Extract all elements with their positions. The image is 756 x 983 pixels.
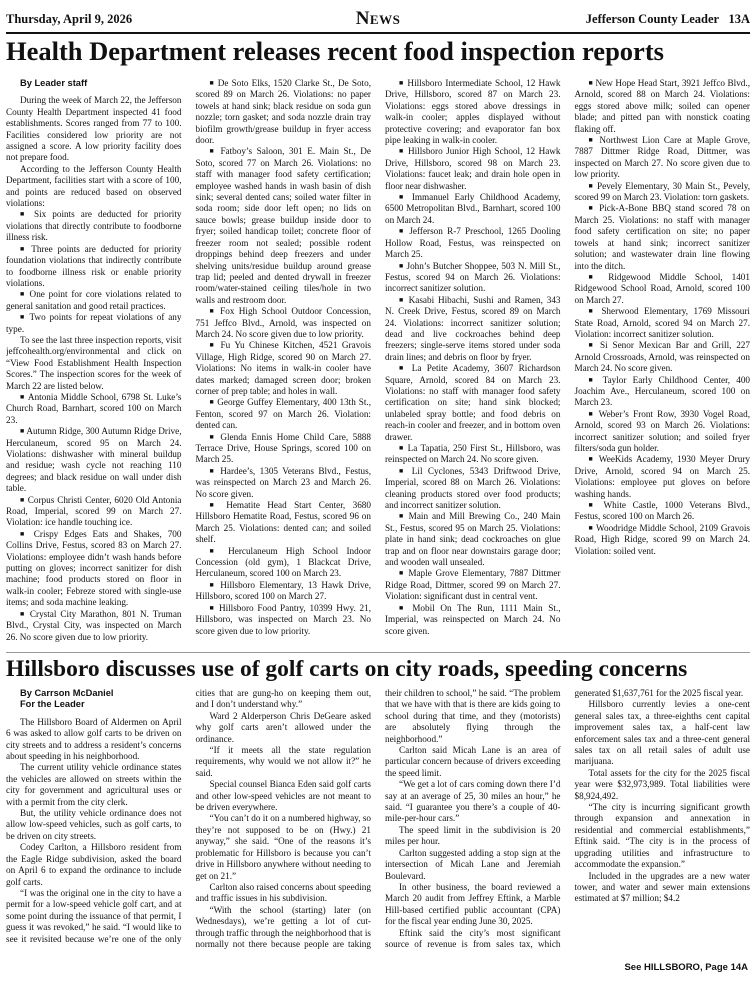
bullet-square-icon: ■ [20, 244, 27, 253]
folio-rule [6, 32, 750, 34]
bullet-square-icon: ■ [588, 79, 593, 87]
bullet-square-icon: ■ [588, 409, 595, 418]
article2-paragraph: The speed limit in the subdivision is 20 miles per hour. [385, 824, 561, 847]
article1-paragraph: ■ New Hope Head Start, 3921 Jeffco Blvd., Arnold, scored 88 on March 24. Violations: eggs stored above milk; soiled can opener blade; and pitted pan with nonstick coating flaking off. [574, 78, 750, 134]
article1-paragraph: ■ La Petite Academy, 3607 Richardson Square, Arnold, scored 84 on March 23. Violations: no staff with manager food safety certification on site; hand sink blocked; unlabeled spray bottle; and food debris on reach-in cooler and freezer, and in bottom oven drawer. [385, 363, 561, 442]
article2-headline: Hillsboro discusses use of golf carts on city roads, speeding concerns [6, 656, 688, 682]
article1-paragraph: ■ Fu Yu Chinese Kitchen, 4521 Gravois Village, High Ridge, scored 90 on March 27. Violations: No items in walk-in cooler have dates marked; damaged screen door; broken corner of prep table; and holes in wall. [195, 340, 372, 396]
article1-paragraph: ■ Pick-A-Bone BBQ stand scored 78 on March 25. Violations: no staff with manager food safety certification on site; no paper towels at hand sink; incorrect sanitizer solution; and wastewater drain line flowing into the ditch. [574, 203, 750, 271]
bullet-square-icon: ■ [399, 147, 405, 156]
bullet-square-icon: ■ [588, 455, 595, 464]
article1-paragraph: ■ Kasabi Hibachi, Sushi and Ramen, 343 N. Creek Drive, Festus, scored 89 on March 24. Violations: incorrect sanitizer solution; dead and live cockroaches behind deep freezers; single-serve items stored under soda drain lines; and debris on floor by fryer. [385, 294, 561, 362]
article1-paragraph: ■ John’s Butcher Shoppee, 503 N. Mill St., Festus, scored 94 on March 26. Violations: incorrect sanitizer solution. [385, 260, 561, 294]
bullet-square-icon: ■ [588, 523, 594, 532]
article1-paragraph: ■ De Soto Elks, 1520 Clarke St., De Soto, scored 89 on March 26. Violations: no paper towels at hand sink; black residue on soda gun nozzle; torn gasket; and soda nozzle drain tray biofilm growth/grease buildup in fryer access door. [195, 78, 371, 146]
article2-paragraph: “The city is incurring significant growth through expansion and annexation in residential and commercial establishments,” Eftink said. “The city is in the process of upgrading utilities and infrastructure to accommodate the expansion.” [574, 802, 750, 870]
bullet-square-icon: ■ [20, 392, 26, 401]
article1-paragraph: ■ Hillsboro Junior High School, 12 Hawk Drive, Hillsboro, scored 98 on March 23. Violations: faucet leak; and drain hole open in floor near dishwasher. [385, 146, 561, 191]
bullet-square-icon: ■ [209, 580, 216, 589]
bullet-square-icon: ■ [399, 569, 405, 578]
bullet-square-icon: ■ [588, 204, 595, 213]
article2-paragraph: Carlton suggested adding a stop sign at the intersection of Micah Lane and Jeremiah Boulevard. [385, 847, 561, 881]
article1-paragraph: ■ Sherwood Elementary, 1769 Missouri State Road, Arnold, scored 94 on March 27. Violation: incorrect sanitizer solution. [574, 306, 750, 339]
article1-paragraph: ■ Crystal City Marathon, 801 N. Truman Blvd., Crystal City, was inspected on March 26. No score given due to low priority. [6, 608, 182, 642]
article1-paragraph: ■ Three points are deducted for priority foundation violations that indirectly contribute to foodborne illness risk or enable priority violations. [6, 243, 182, 288]
bullet-square-icon: ■ [588, 341, 596, 350]
article1-paragraph: ■ Glenda Ennis Home Child Care, 5888 Terrace Drive, House Springs, scored 100 on March 25. [195, 431, 371, 465]
article1-body [6, 78, 750, 654]
bullet-square-icon: ■ [588, 501, 598, 510]
article1-paragraph: ■ Si Senor Mexican Bar and Grill, 227 Arnold Crossroads, Arnold, was reinspected on March 24. No score given. [574, 340, 750, 374]
article1-paragraph: ■ Fox High School Outdoor Concession, 751 Jeffco Blvd., Arnold, was inspected on March 24. No score given due to low priority. [195, 306, 371, 339]
paper-name-page [586, 12, 750, 27]
bullet-square-icon: ■ [399, 261, 404, 270]
article1-paragraph: ■ White Castle, 1000 Veterans Blvd., Festus, scored 100 on March 26. [574, 500, 750, 522]
article1-paragraph: ■ Mobil On The Run, 1111 Main St., Imperial, was reinspected on March 24. No score given. [385, 602, 561, 636]
article2-paragraph: The current utility vehicle ordinance states the vehicles are allowed on streets within the city for government and agricultural uses or with a permit from the city clerk. [6, 762, 182, 807]
bullet-square-icon: ■ [399, 227, 406, 236]
bullet-square-icon: ■ [399, 295, 405, 304]
bullet-square-icon: ■ [209, 603, 216, 612]
article1-paragraph: ■ Crispy Edges Eats and Shakes, 700 Collins Drive, Festus, scored 83 on March 27. Violations: employee didn’t wash hands before putting on gloves; incorrect sanitizer for dish machine; food products stored on floor in walk-in cooler; Febreze stored with single-use items; and soda machine leaking. [6, 528, 182, 608]
article1-paragraph: To see the last three inspection reports, visit jeffcohealth.org/environmental and click on “View Food Establishment Health Inspection Scores.” The inspection scores for the week of March 22 are listed below. [6, 334, 182, 391]
article1-paragraph: ■ Hematite Head Start Center, 3680 Hillsboro Hematite Road, Festus, scored 96 on March 25. Violations: dented can; and soiled shelf. [195, 500, 371, 545]
article1-paragraph: ■ Woodridge Middle School, 2109 Gravois Road, High Ridge, scored 99 on March 24. Violation: soiled vent. [574, 522, 750, 556]
paper-name: Jefferson County Leader [585, 12, 720, 26]
article2-byline-author: By Carrson McDaniel [20, 688, 114, 698]
article1-paragraph: ■ Herculaneum High School Indoor Concession (old gym), 1 Blackcat Drive, Herculaneum, scored 100 on March 23. [195, 545, 371, 579]
article2-paragraph: The Hillsboro Board of Aldermen on April 6 was asked to allow golf carts to be driven on city streets and to address a resident’s concerns about speeding in his neighborhood. [6, 716, 182, 762]
article2-paragraph: Eftink said the city’s most significant source of revenue is from sales tax, which generated $1,637,761 for the 2025 fiscal year. [385, 688, 744, 949]
article2-paragraph: Hillsboro currently levies a one-cent general sales tax, a three-eighths cent capital improvement sales tax, a half-cent law enforcement sales tax and a three-cent general sales tax on all retail sales of adult use marijuana. [574, 699, 750, 767]
article1-paragraph: ■ Two points for repeat violations of any type. [6, 312, 182, 334]
jump-reference: See HILLSBORO, Page 14A [624, 962, 748, 973]
bullet-square-icon: ■ [588, 307, 596, 316]
article2-paragraph: “If it meets all the state regulation requirements, why would we not allow it?” he said. [195, 745, 371, 778]
bullet-square-icon: ■ [588, 136, 595, 145]
article1-byline: By Leader staff [20, 78, 88, 88]
article1-paragraph: During the week of March 22, the Jefferson County Health Department inspected 41 food establishments. Scores ranged from 77 to 100. Facilities considered low priority are not assigned a score. A low priority facility does not prepare food. [6, 95, 182, 163]
article2-paragraph: “You can’t do it on a numbered highway, so they’re not supposed to be on (Hwy.) 21 anyway,” she said. “One of the reasons it’s problematic for Hillsboro is because you can’t drive in Hillsboro anywhere without needing to get on 21.” [195, 813, 371, 881]
issue-date: Thursday, April 9, 2026 [6, 12, 133, 26]
article2-byline-org: For the Leader [20, 699, 85, 710]
article1-paragraph: ■ Immanuel Early Childhood Academy, 6500 Metropolitan Blvd., Barnhart, scored 100 on March 24. [385, 192, 561, 225]
article2-body [6, 688, 750, 956]
bullet-square-icon: ■ [588, 375, 597, 384]
article2-paragraph: Ward 2 Alderperson Chris DeGeare asked why golf carts aren’t allowed under the ordinance. [195, 710, 371, 744]
article1-paragraph: ■ Corpus Christi Center, 6020 Old Antonia Road, Imperial, scored 99 on March 27. Violation: ice handle touching ice. [6, 494, 182, 528]
article2-paragraph: “I was the original one in the city to have a permit for a low-speed vehicle golf cart, and at some point during the issuance of that permit, I guess it was revoked,” he said. “I would like to see it revisited because we’re one of the only cities that are gung-ho on keeping them out, and I don’t understand why.” [6, 688, 371, 944]
bullet-square-icon: ■ [588, 181, 594, 190]
section-name: News [355, 8, 401, 29]
bullet-square-icon: ■ [209, 546, 220, 555]
bullet-square-icon: ■ [209, 341, 216, 350]
article1-paragraph: ■ Hardee’s, 1305 Veterans Blvd., Festus, was reinspected on March 23 and March 26. No score given. [195, 465, 371, 499]
bullet-square-icon: ■ [209, 501, 219, 510]
article2-paragraph: Codey Carlton, a Hillsboro resident from the Eagle Ridge subdivision, asked the board on April 6 to expand the ordinance to include golf carts. [6, 842, 182, 887]
article1-paragraph: ■ George Guffey Elementary, 400 13th St., Fenton, scored 97 on March 26. Violation: dented can. [195, 397, 372, 431]
article1-paragraph: ■ Six points are deducted for priority violations that directly contribute to foodborne illness risk. [6, 209, 182, 243]
article2-paragraph: But, the utility vehicle ordinance does not allow low-speed vehicles, such as golf carts, to be driven on city streets. [6, 808, 182, 841]
article2-paragraph: Special counsel Bianca Eden said golf carts and other low-speed vehicles are not meant to be driven everywhere. [195, 779, 371, 813]
article1-paragraph: ■ Hillsboro Food Pantry, 10399 Hwy. 21, Hillsboro, was inspected on March 23. No score given due to low priority. [195, 602, 371, 636]
article1-paragraph: ■ Fatboy’s Saloon, 301 E. Main St., De Soto, scored 77 on March 26. Violations: no staff with manager food safety certification; employee washed hands in wash basin of dish sink; several dented cans; soiled water filter in soda room; side door left open; no lids on sauce bowls; grease buildup inside door to fryer; soiled handicap toilet; concrete floor of freezer room not sealed; possible rodent droppings behind deep freezers and under shelving units/residue buildup around grease trap lid; peeled and dented drywall in freezer room/water-stained ceiling tiles/hole in two walls and restroom door. [195, 146, 371, 305]
article1-paragraph: ■ WeeKids Academy, 1930 Meyer Drury Drive, Arnold, scored 94 on March 25. Violations: employee put gloves on before washing hands. [574, 454, 750, 499]
bullet-square-icon: ■ [20, 427, 25, 436]
article1-paragraph: ■ Northwest Lion Care at Maple Grove, 7887 Dittmer Ridge Road, Dittmer, was inspected on March 27. No score given due to low priority. [574, 135, 750, 180]
bullet-square-icon: ■ [399, 603, 407, 612]
article1-paragraph: According to the Jefferson County Health Department, facilities start with a score of 100, and points are reduced based on observed violations: [6, 163, 182, 209]
article2-paragraph: Carlton said Micah Lane is an area of particular concern because of drivers exceeding the speed limit. [385, 745, 561, 778]
article2-paragraph: “We get a lot of cars coming down there I’d say at an average of 25, 30 miles an hour,” he said. “I guarantee you there’s a couple of 40-mile-per-hour cars.” [385, 779, 561, 824]
article2-paragraph: Included in the upgrades are a new water tower, and water and sewer main extensions estimated at $7 million; $4.2 [574, 870, 750, 904]
bullet-square-icon: ■ [20, 495, 25, 504]
article2-paragraph: In other business, the board reviewed a March 20 audit from Jeffrey Eftink, a Marble Hill-based certified public accountant (CPA) for the fiscal year ending June 30, 2025. [385, 881, 561, 927]
page-number: 13A [728, 12, 750, 26]
article1-paragraph: ■ Main and Mill Brewing Co., 240 Main St., Festus, scored 95 on March 25. Violations: plate in hand sink; dead cockroaches on glue trap and on floor near downstairs garage door; and wooden wall unsealed. [385, 511, 561, 568]
bullet-square-icon: ■ [399, 466, 407, 475]
bullet-square-icon: ■ [209, 398, 215, 407]
article1-paragraph: ■ Antonia Middle School, 6798 St. Luke’s Church Road, Barnhart, scored 100 on March 23. [6, 391, 182, 425]
bullet-square-icon: ■ [399, 79, 405, 87]
bullet-square-icon: ■ [20, 210, 28, 219]
bullet-square-icon: ■ [399, 193, 407, 202]
article1-paragraph: ■ Maple Grove Elementary, 7887 Dittmer Ridge Road, Dittmer, scored 99 on March 27. Violation: significant dust in central vent. [385, 568, 561, 602]
bullet-square-icon: ■ [399, 512, 405, 521]
article1-paragraph: ■ Hillsboro Intermediate School, 12 Hawk Drive, Hillsboro, scored 87 on March 23. Violations: eggs stored above dressings in walk-in cooler; apples displayed without protective covering; and evaporator fan box pipe leaking in walk-in cooler. [385, 78, 561, 146]
bullet-square-icon: ■ [588, 272, 600, 281]
article-separator [6, 652, 750, 653]
article2-paragraph: Total assets for the city for the 2025 fiscal year were $32,973,989. Total liabilities were $8,924,492. [574, 767, 750, 801]
article1-paragraph: ■ Weber’s Front Row, 3930 Vogel Road, Arnold, scored 93 on March 26. Violations: incorrect sanitizer solution; and soiled fryer filters/soda gun holder. [574, 408, 750, 453]
article1-paragraph: ■ Jefferson R-7 Preschool, 1265 Dooling Hollow Road, Festus, was reinspected on March 25. [385, 226, 561, 260]
bullet-square-icon: ■ [20, 290, 26, 299]
article1-paragraph: ■ La Tapatia, 250 First St., Hillsboro, was reinspected on March 24. No score given. [385, 443, 561, 465]
bullet-square-icon: ■ [209, 432, 216, 441]
article1-paragraph: ■ Pevely Elementary, 30 Main St., Pevely, scored 99 on March 23. Violation: torn gaskets. [574, 180, 750, 203]
bullet-square-icon: ■ [399, 444, 405, 452]
bullet-square-icon: ■ [209, 147, 216, 156]
page-folio [6, 8, 750, 30]
article1-headline: Health Department releases recent food inspection reports [6, 36, 664, 66]
bullet-square-icon: ■ [20, 529, 28, 538]
bullet-square-icon: ■ [20, 313, 26, 322]
article1-paragraph: ■ One point for core violations related to general sanitation and good retail practices. [6, 289, 182, 311]
article1-paragraph: ■ Ridgewood Middle School, 1401 Ridgewood School Road, Arnold, scored 100 on March 27. [574, 271, 750, 305]
bullet-square-icon: ■ [209, 466, 216, 475]
bullet-square-icon: ■ [20, 609, 26, 618]
bullet-square-icon: ■ [399, 364, 407, 373]
article1-paragraph: ■ Taylor Early Childhood Center, 400 Joachim Ave., Herculaneum, scored 100 on March 23. [574, 374, 750, 408]
article1-paragraph: ■ Hillsboro Elementary, 13 Hawk Drive, Hillsboro, scored 100 on March 27. [195, 579, 371, 602]
bullet-square-icon: ■ [209, 307, 216, 316]
article1-paragraph: ■ Autumn Ridge, 300 Autumn Ridge Drive, Herculaneum, scored 95 on March 24. Violations: dishwasher with mineral buildup and residue; wash cycle not reaching 110 degrees; and black residue on wall under dish table. [6, 426, 182, 494]
bullet-square-icon: ■ [209, 79, 215, 87]
article2-paragraph: “With the school (starting) later (on Wednesdays), we’re getting a lot of cut-through traffic through the neighborhood that is normally not there because people are taking their children to school,” he said. “The problem that we have with that is there are kids going to school during that time, and they (motorists) are absolutely flying through the neighborhood.” [195, 688, 561, 949]
article1-paragraph: ■ Lil Cyclones, 5343 Driftwood Drive, Imperial, scored 88 on March 26. Violations: cleaning products stored over food products; and incorrect sanitizer solution. [385, 465, 561, 511]
article2-paragraph: Carlton also raised concerns about speeding and traffic issues in his subdivision. [195, 881, 371, 904]
